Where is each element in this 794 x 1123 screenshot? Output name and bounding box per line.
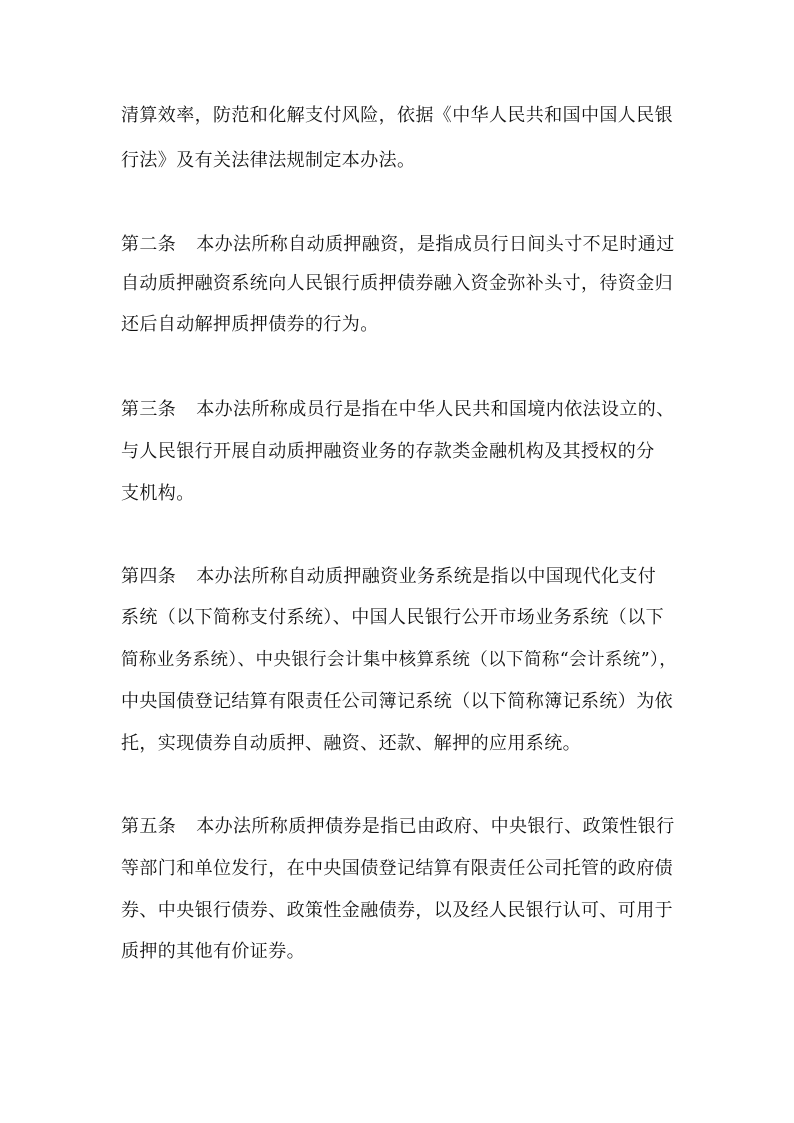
article-4-text-1: 本办法所称自动质押融资业务系统是指以中国现代化支付: [196, 566, 657, 587]
article-3-line-3: 支机构。: [121, 483, 195, 504]
article-2-number: 第二条: [121, 234, 177, 255]
intro-line-2: 行法》及有关法律法规制定本办法。: [121, 150, 416, 171]
article-5-line-2: 等部门和单位发行，在中央国债登记结算有限责任公司托管的政府债: [121, 858, 673, 879]
article-4-line-2: 系统（以下简称支付系统）、中国人民银行公开市场业务系统（以下: [121, 607, 664, 628]
article-3-line-2: 与人民银行开展自动质押融资业务的存款类金融机构及其授权的分: [121, 441, 655, 462]
article-4-line-1: [121, 565, 656, 589]
article-3-number: 第三条: [121, 399, 177, 420]
article-5-line-4: 质押的其他有价证券。: [121, 941, 305, 962]
article-3-line-1: [121, 398, 675, 422]
intro-line-1: 清算效率，防范和化解支付风险，依据《中华人民共和国中国人民银: [121, 105, 673, 126]
article-5-text-1: 本办法所称质押债券是指已由政府、中央银行、政策性银行: [196, 816, 675, 837]
article-4-number: 第四条: [121, 566, 177, 587]
article-5-number: 第五条: [121, 816, 177, 837]
article-2-line-2: 自动质押融资系统向人民银行质押债券融入资金弥补头寸，待资金归: [121, 273, 673, 294]
article-4-line-3: 简称业务系统）、中央银行会计集中核算系统（以下简称“会计系统”），: [121, 650, 678, 670]
article-2-line-3: 还后自动解押质押债券的行为。: [121, 314, 379, 335]
article-2-text-1: 本办法所称自动质押融资，是指成员行日间头寸不足时通过: [196, 234, 675, 255]
article-5-line-1: [121, 815, 675, 839]
article-2-line-1: [121, 233, 675, 257]
article-4-line-4: 中央国债登记结算有限责任公司簿记系统（以下简称簿记系统）为依: [121, 691, 673, 712]
article-4-line-5: 托，实现债券自动质押、融资、还款、解押的应用系统。: [121, 733, 581, 754]
article-3-text-1: 本办法所称成员行是指在中华人民共和国境内依法设立的、: [196, 399, 675, 420]
article-5-line-3: 券、中央银行债券、政策性金融债券，以及经人民银行认可、可用于: [121, 900, 673, 921]
